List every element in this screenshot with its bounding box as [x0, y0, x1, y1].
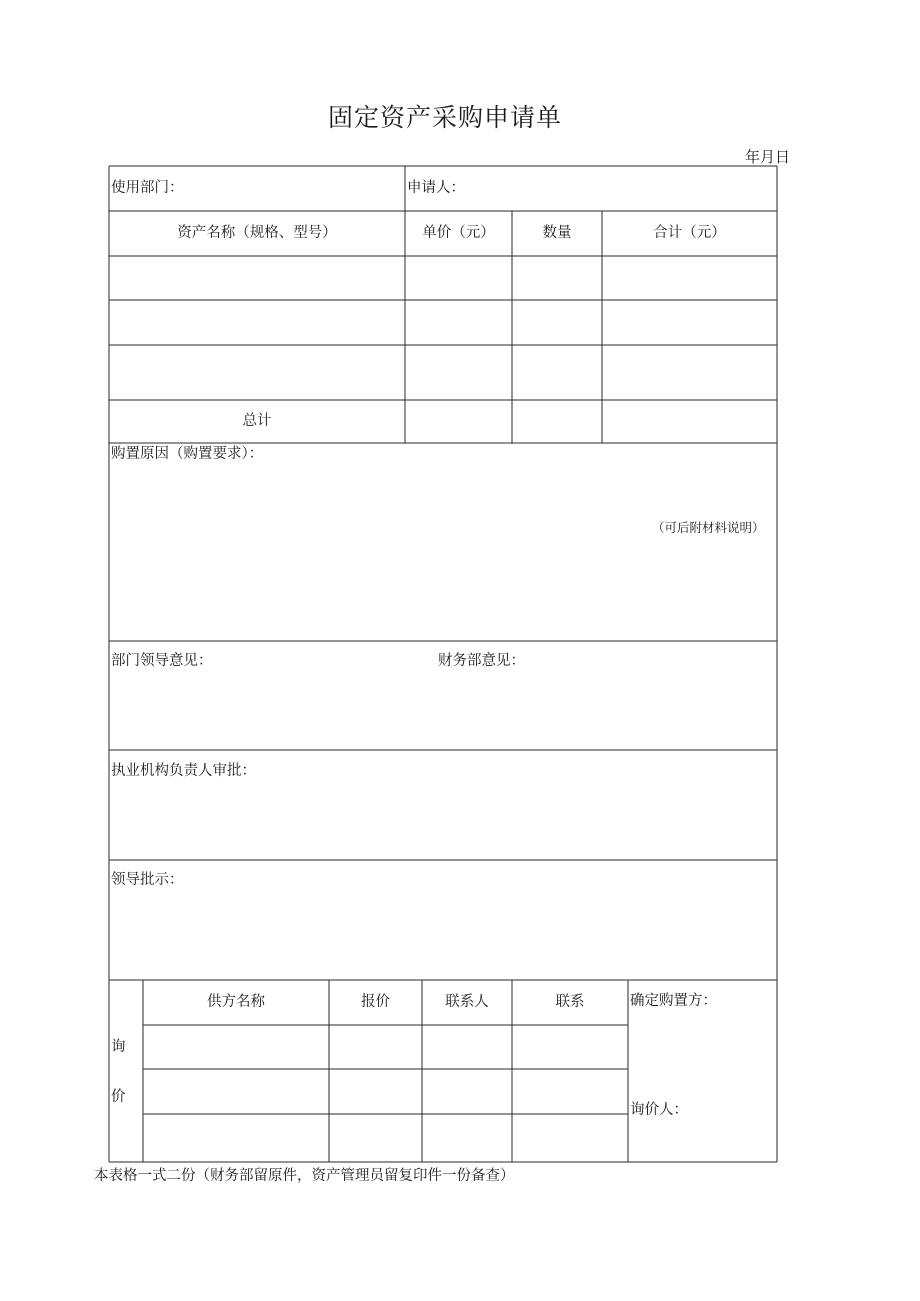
col-contact-person: 联系人 — [445, 994, 489, 1010]
item-row-2-price-cell[interactable] — [406, 301, 511, 344]
item-row-1-name-cell[interactable] — [110, 257, 404, 299]
total-label: 总计 — [242, 413, 272, 429]
col-contact: 联系 — [555, 994, 585, 1010]
total-amount-cell[interactable] — [603, 401, 776, 442]
item-row-3-name-cell[interactable] — [110, 346, 404, 399]
item-row-1-price-cell[interactable] — [406, 257, 511, 299]
applicant-label: 申请人： — [407, 180, 465, 196]
col-supplier-name: 供方名称 — [207, 994, 265, 1010]
total-price-cell[interactable] — [406, 401, 511, 442]
col-subtotal: 合计（元） — [653, 225, 726, 241]
item-row-1-qty-cell[interactable] — [513, 257, 601, 299]
confirmed-buyer-label: 确定购置方： — [630, 993, 717, 1009]
attachment-note: （可后附材料说明） — [652, 520, 765, 535]
item-row-3-qty-cell[interactable] — [513, 346, 601, 399]
col-quote: 报价 — [361, 994, 390, 1010]
item-row-3-subtotal-cell[interactable] — [603, 346, 776, 399]
col-asset-name: 资产名称（规格、型号） — [177, 225, 337, 241]
item-row-2-qty-cell[interactable] — [513, 301, 601, 344]
page-title: 固定资产采购申请单 — [327, 103, 562, 132]
footnote: 本表格一式二份（财务部留原件，资产管理员留复印件一份备查） — [94, 1168, 515, 1184]
exec-agency-approval-label: 执业机构负责人审批： — [111, 763, 256, 779]
dept-leader-opinion-label: 部门领导意见： — [111, 653, 213, 669]
use-dept-label: 使用部门： — [111, 180, 184, 196]
leader-instruction-label: 领导批示： — [111, 872, 184, 888]
item-row-2-name-cell[interactable] — [110, 301, 404, 344]
col-quantity: 数量 — [542, 225, 572, 241]
inquiry-side-label-1: 询 — [111, 1039, 126, 1055]
item-row-1-subtotal-cell[interactable] — [603, 257, 776, 299]
item-row-2-subtotal-cell[interactable] — [603, 301, 776, 344]
date-field[interactable]: 年月日 — [745, 148, 791, 166]
inquiry-side-label-2: 价 — [111, 1089, 126, 1105]
total-qty-cell[interactable] — [513, 401, 601, 442]
col-unit-price: 单价（元） — [422, 225, 495, 241]
finance-opinion-label: 财务部意见： — [438, 653, 525, 669]
purchase-reason-label: 购置原因（购置要求）： — [111, 446, 264, 462]
item-row-3-price-cell[interactable] — [406, 346, 511, 399]
inquirer-label: 询价人： — [630, 1102, 688, 1118]
